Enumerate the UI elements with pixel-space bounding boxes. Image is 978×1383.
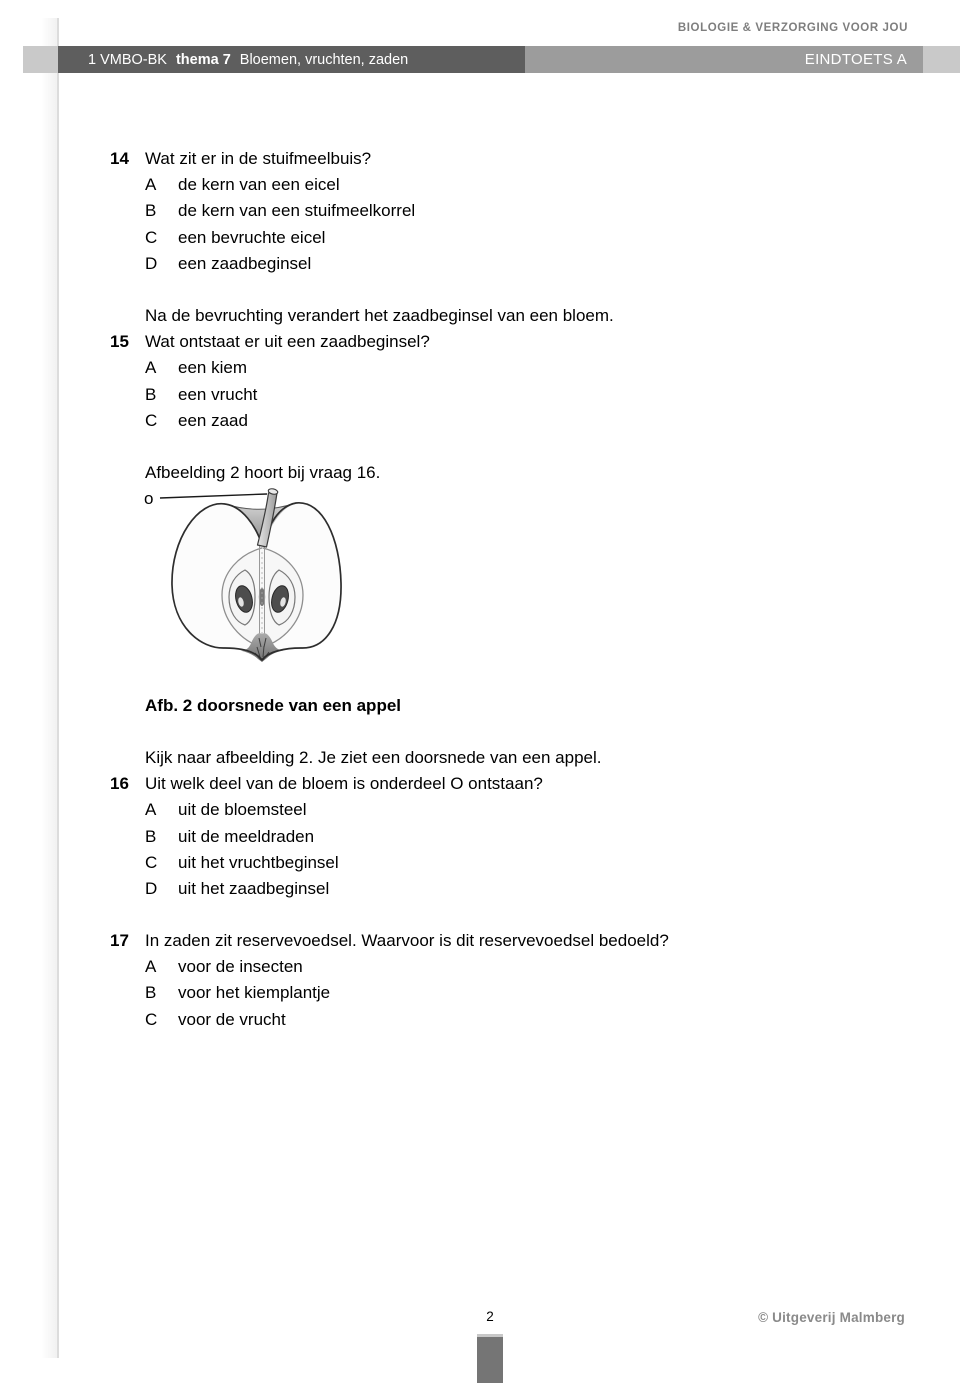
option-letter: D xyxy=(145,879,158,899)
test-label: EINDTOETS A xyxy=(804,51,907,68)
option-letter: A xyxy=(145,175,157,195)
option-letter: A xyxy=(145,800,157,820)
question-text: Wat zit er in de stuifmeelbuis? xyxy=(145,149,372,168)
question-number: 15 xyxy=(110,332,129,352)
option-letter: A xyxy=(145,957,157,977)
question-number: 17 xyxy=(110,931,129,950)
question-number: 14 xyxy=(110,149,129,168)
option-letter: B xyxy=(145,384,157,404)
option-letter: C xyxy=(145,227,158,247)
option-text: een zaadbeginsel xyxy=(178,253,312,273)
answer-option xyxy=(145,876,602,902)
option-letter: C xyxy=(145,410,158,430)
option-text: voor de insecten xyxy=(178,957,303,977)
option-text: uit de meeldraden xyxy=(178,826,315,846)
header-bar-right-cap xyxy=(923,46,960,73)
question-intro: Kijk naar afbeelding 2. Je ziet een doorsnede van een appel. xyxy=(145,748,602,767)
option-text: een kiem xyxy=(178,358,247,378)
answer-option xyxy=(145,225,415,251)
theme-title: Bloemen, vruchten, zaden xyxy=(239,51,409,68)
option-text: de kern van een stuifmeelkorrel xyxy=(178,201,416,221)
option-letter: D xyxy=(145,253,158,273)
question-16 xyxy=(110,745,602,902)
figure-intro: Afbeelding 2 hoort bij vraag 16. xyxy=(145,463,381,482)
option-text: voor het kiemplantje xyxy=(178,983,331,1003)
option-letter: B xyxy=(145,826,157,846)
answer-option xyxy=(145,251,415,277)
question-number: 16 xyxy=(110,774,129,794)
page-edge-line xyxy=(57,18,59,1358)
footer-tab xyxy=(477,1334,503,1383)
question-15 xyxy=(110,303,614,434)
option-text: de kern van een eicel xyxy=(178,175,340,195)
question-17 xyxy=(110,928,669,1033)
answer-option xyxy=(145,980,669,1006)
option-letter: C xyxy=(145,852,158,872)
option-text: uit het vruchtbeginsel xyxy=(178,852,339,872)
option-letter: B xyxy=(145,983,157,1003)
figure-caption: Afb. 2 doorsnede van een appel xyxy=(145,696,402,715)
option-text: uit het zaadbeginsel xyxy=(178,879,330,899)
answer-option xyxy=(145,355,614,381)
answer-option xyxy=(145,382,614,408)
option-text: een zaad xyxy=(178,410,248,430)
option-letter: B xyxy=(145,201,157,221)
option-letter: C xyxy=(145,1009,158,1029)
header-bar xyxy=(23,46,960,73)
page-edge-shadow xyxy=(41,18,57,1358)
answer-option xyxy=(145,408,614,434)
page-number: 2 xyxy=(486,1309,494,1324)
theme-label: thema 7 xyxy=(175,51,231,68)
test-banner xyxy=(525,46,923,73)
question-14 xyxy=(110,146,415,277)
answer-option xyxy=(145,1007,669,1033)
answer-option xyxy=(145,824,602,850)
option-letter: A xyxy=(145,358,157,378)
question-intro: Na de bevruchting verandert het zaadbeginsel van een bloem. xyxy=(145,306,614,325)
option-text: een bevruchte eicel xyxy=(178,227,326,247)
answer-option xyxy=(145,850,602,876)
question-text: Wat ontstaat er uit een zaadbeginsel? xyxy=(145,332,430,352)
part-label-o: o xyxy=(144,489,154,508)
course-banner xyxy=(58,46,525,73)
option-text: uit de bloemsteel xyxy=(178,800,307,820)
answer-option xyxy=(145,198,415,224)
pointer-line xyxy=(160,494,267,498)
option-text: voor de vrucht xyxy=(178,1009,286,1029)
answer-option xyxy=(145,172,415,198)
header-bar-left-cap xyxy=(23,46,58,73)
question-text: Uit welk deel van de bloem is onderdeel O ontstaan? xyxy=(145,774,543,794)
apple-figure xyxy=(140,481,352,673)
answer-option xyxy=(145,954,669,980)
copyright-text: © Uitgeverij Malmberg xyxy=(758,1310,905,1325)
brand-text: BIOLOGIE & VERZORGING VOOR JOU xyxy=(677,22,908,34)
option-text: een vrucht xyxy=(178,384,258,404)
question-text: In zaden zit reservevoedsel. Waarvoor is dit reservevoedsel bedoeld? xyxy=(145,931,669,950)
course-prefix: 1 VMBO-BK xyxy=(88,51,167,68)
answer-option xyxy=(145,797,602,823)
